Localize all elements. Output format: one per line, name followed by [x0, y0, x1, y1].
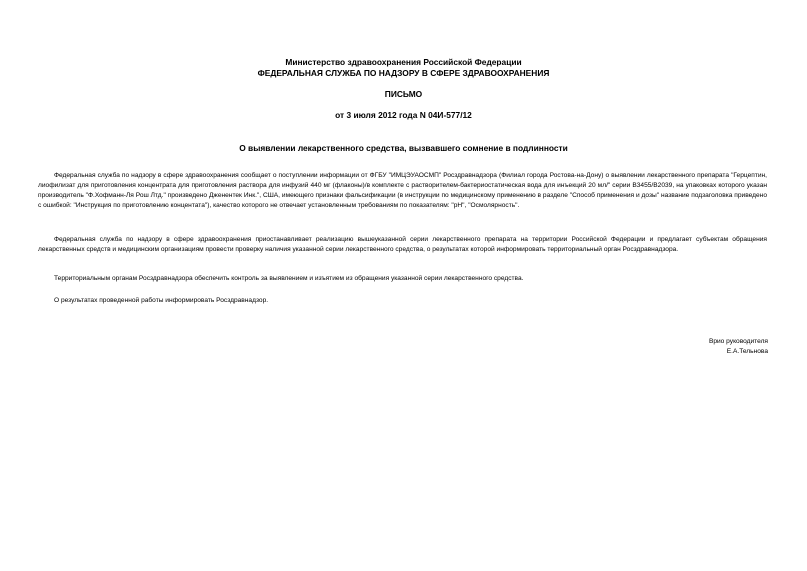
document-subject: О выявлении лекарственного средства, вызвавшего сомнение в подлинности [239, 143, 568, 153]
service-name: ФЕДЕРАЛЬНАЯ СЛУЖБА ПО НАДЗОРУ В СФЕРЕ ЗДРАВООХРАНЕНИЯ [257, 68, 550, 78]
ministry-name: Министерство здравоохранения Российской Федерации [285, 57, 522, 67]
paragraph-report-results [38, 296, 767, 306]
signatory-name: Е.А.Тельнова [726, 348, 768, 355]
document-date-number: от 3 июля 2012 года N 04И-577/12 [335, 110, 472, 120]
paragraph-text: Федеральная служба по надзору в сфере здравоохранения сообщает о поступлении информации от ФГБУ "ИМЦЭУАОСМП" Росздравнадзора (Филиал города Ростова-на-Дону) о выявлении лекарственного препарата "Герцептин, лиофилизат для приготовления концентрата для приготовления раствора для инфузий 440 мг (флаконы)/в комплекте с растворителем-бактериостатическая вода для инъекций 20 мл/" серии В3455/В2039, на упаковках которого указан производитель "Ф.Хофманн-Ля Рош Лтд." произведено Дженентек Инк.", США, имеющего признаки фальсификации (в инструкции по медицинскому применению в разделе "Способ применения и дозы" название подзаголовка приведено с ошибкой: "Инструкция по приготовлению концентата"), качество которого не отвечает установленным требованиям по показателям: "рН", "Осмолярность". [38, 172, 767, 209]
paragraph-territorial-control [38, 274, 767, 284]
signatory-position: Врио руководителя [708, 338, 768, 345]
paragraph-text: Федеральная служба по надзору в сфере здравоохранения приостанавливает реализацию вышеуказанной серии лекарственного препарата на территории Российской Федерации и предлагает субъектам обращения лекарственных средств и медицинским организациям провести проверку наличия указанной серии лекарственного средства, о результатах которой информировать территориальный орган Росздравнадзора. [38, 236, 767, 253]
document-type: ПИСЬМО [384, 89, 423, 99]
paragraph-text: О результатах проведенной работы информировать Росздравнадзор. [54, 297, 269, 304]
paragraph-notification [38, 171, 767, 211]
paragraph-suspension [38, 235, 767, 255]
paragraph-text: Территориальным органам Росздравнадзора обеспечить контроль за выявлением и изъятием из обращения указанной серии лекарственного средства. [54, 275, 524, 282]
